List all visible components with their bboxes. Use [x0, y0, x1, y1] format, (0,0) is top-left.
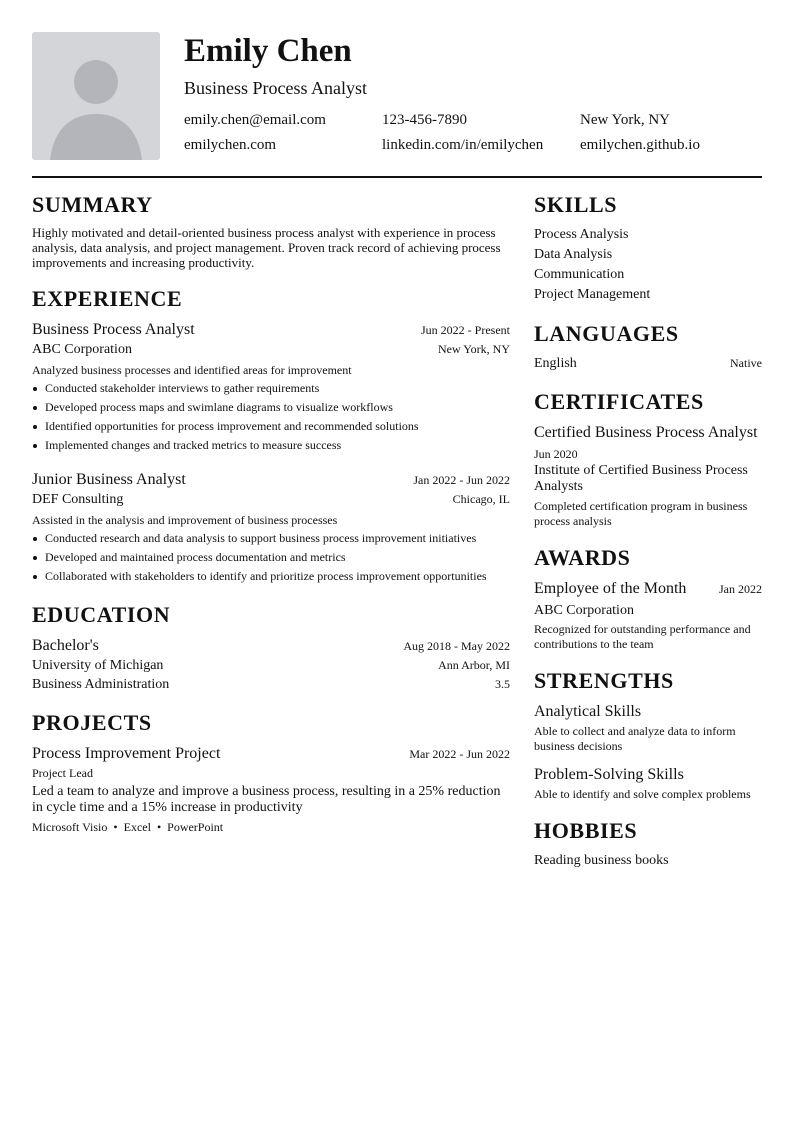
job-dates: Jun 2022 - Present [421, 323, 510, 337]
job-bullet: Developed process maps and swimlane diagrams to visualize workflows [32, 398, 510, 417]
job-bullet: Developed and maintained process documentation and metrics [32, 548, 510, 567]
language-level: Native [730, 356, 762, 370]
person-placeholder-icon [32, 32, 160, 160]
experience-section [32, 286, 510, 586]
job-title: Business Process Analyst [32, 321, 195, 338]
strength-description: Able to identify and solve complex problems [534, 787, 751, 801]
project-tool: PowerPoint [167, 820, 224, 834]
job-description: Analyzed business processes and identified areas for improvement [32, 363, 352, 377]
strength-name: Analytical Skills [534, 703, 642, 720]
left-column [32, 192, 510, 887]
certificate-description: Completed certification program in business process analysis [534, 499, 748, 528]
strengths-section [534, 668, 762, 802]
contact-grid [184, 108, 762, 158]
project-tools [32, 818, 510, 836]
job-bullet: Conducted research and data analysis to support business process improvement initiatives [32, 529, 510, 548]
awards-heading: AWARDS [534, 545, 631, 570]
job-description: Assisted in the analysis and improvement of business processes [32, 513, 338, 527]
project-dates: Mar 2022 - Jun 2022 [409, 747, 510, 761]
skill-item: Project Management [534, 287, 651, 302]
job-bullet: Conducted stakeholder interviews to gather requirements [32, 379, 510, 398]
certificate-name: Certified Business Process Analyst [534, 424, 758, 441]
linkedin-link[interactable]: linkedin.com/in/emilychen [382, 137, 544, 153]
projects-section [32, 710, 510, 836]
job-company: DEF Consulting [32, 492, 124, 507]
award-name: Employee of the Month [534, 580, 687, 597]
candidate-name: Emily Chen [184, 33, 352, 69]
projects-heading: PROJECTS [32, 710, 152, 735]
strengths-heading: STRENGTHS [534, 668, 674, 693]
skill-item: Data Analysis [534, 247, 613, 262]
strength-description: Able to collect and analyze data to inform business decisions [534, 724, 736, 753]
hobby-item: Reading business books [534, 853, 669, 868]
project-description: Led a team to analyze and improve a business process, resulting in a 25% reduction in cycle time and a 15% increase in productivity [32, 784, 501, 815]
job-bullet: Identified opportunities for process improvement and recommended solutions [32, 417, 510, 436]
resume-header [32, 32, 762, 160]
resume-columns [32, 192, 762, 887]
job-title: Junior Business Analyst [32, 471, 186, 488]
awards-section [534, 545, 762, 652]
experience-heading: EXPERIENCE [32, 286, 183, 311]
tool-separator: • [113, 820, 118, 834]
job-location: New York, NY [437, 342, 510, 356]
education-dates: Aug 2018 - May 2022 [403, 639, 510, 653]
github-link[interactable]: emilychen.github.io [580, 137, 700, 153]
project-role: Project Lead [32, 766, 93, 780]
job-location: Chicago, IL [452, 492, 510, 506]
summary-text: Highly motivated and detail-oriented business process analyst with experience in process analysis, data analysis, and project management. Proven track record of achieving process improvements and increasing productivity. [32, 225, 501, 270]
email-link[interactable]: emily.chen@email.com [184, 112, 326, 128]
language-name: English [534, 356, 577, 371]
job-company: ABC Corporation [32, 342, 132, 357]
website-link[interactable]: emilychen.com [184, 137, 277, 153]
project-name: Process Improvement Project [32, 745, 221, 762]
languages-heading: LANGUAGES [534, 321, 679, 346]
summary-section [32, 192, 510, 270]
certificates-heading: CERTIFICATES [534, 389, 704, 414]
school-name: University of Michigan [32, 658, 164, 673]
hobbies-section [534, 818, 762, 871]
resume-page [32, 32, 762, 887]
job-bullet: Implemented changes and tracked metrics to measure success [32, 436, 510, 455]
field-of-study: Business Administration [32, 677, 170, 692]
tool-separator: • [156, 820, 162, 834]
skill-item: Communication [534, 267, 625, 282]
education-heading: EDUCATION [32, 602, 171, 627]
skills-section [534, 192, 762, 305]
gpa: 3.5 [495, 677, 510, 691]
phone-number: 123-456-7890 [382, 112, 467, 128]
candidate-title: Business Process Analyst [184, 78, 368, 98]
location-text: New York, NY [580, 112, 671, 128]
header-divider [32, 176, 762, 178]
award-org: ABC Corporation [534, 603, 634, 618]
profile-photo [32, 32, 160, 160]
strength-name: Problem-Solving Skills [534, 766, 684, 783]
languages-section [534, 321, 762, 373]
project-tool: Excel [123, 820, 151, 834]
summary-heading: SUMMARY [32, 192, 153, 217]
certificate-issuer: Institute of Certified Business Process Analysts [534, 463, 748, 494]
hobbies-heading: HOBBIES [534, 818, 638, 843]
skill-item: Process Analysis [534, 227, 629, 242]
header-info [184, 32, 762, 160]
job-bullet: Collaborated with stakeholders to identify and prioritize process improvement opportunities [32, 567, 510, 586]
award-date: Jan 2022 [719, 582, 762, 596]
school-location: Ann Arbor, MI [438, 658, 510, 672]
education-section [32, 602, 510, 694]
skills-heading: SKILLS [534, 192, 618, 217]
project-tool: Microsoft Visio [32, 820, 108, 834]
job-entry [32, 319, 510, 455]
award-description: Recognized for outstanding performance and contributions to the team [534, 622, 751, 651]
job-dates: Jan 2022 - Jun 2022 [413, 473, 510, 487]
degree: Bachelor's [32, 637, 99, 654]
certificate-date: Jun 2020 [534, 447, 578, 461]
right-column [534, 192, 762, 887]
job-entry [32, 469, 510, 586]
certificates-section [534, 389, 762, 529]
job-bullets [32, 379, 510, 455]
job-bullets [32, 529, 510, 586]
